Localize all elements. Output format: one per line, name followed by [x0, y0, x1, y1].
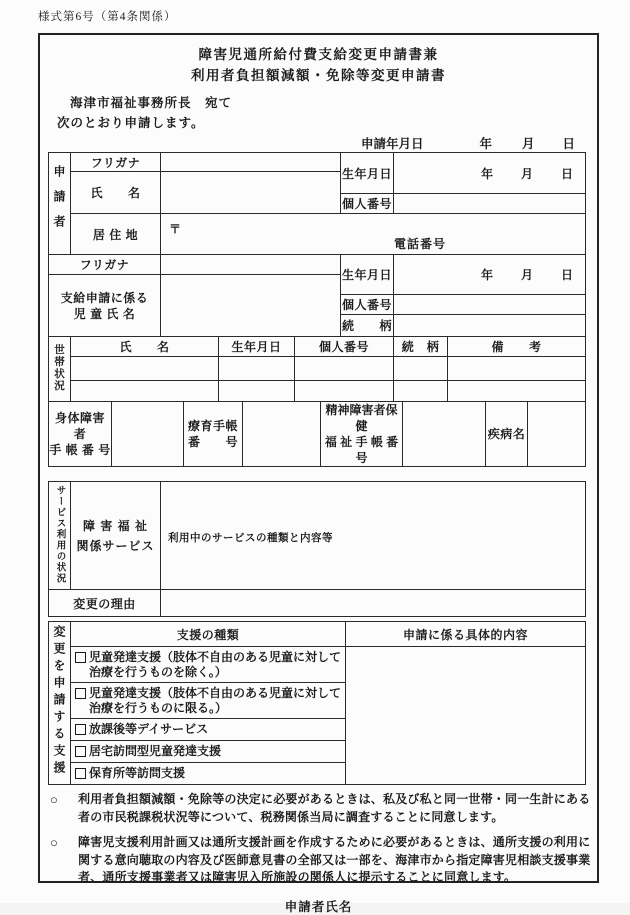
form-title — [40, 44, 597, 86]
household-row1-remarks-field[interactable] — [448, 357, 586, 381]
household-row1-personal-number-field[interactable] — [295, 357, 394, 381]
application-date-label: 申請年月日 — [360, 136, 424, 151]
addressee-line: 海津市福祉事務所長 宛て — [70, 96, 233, 110]
application-date-row[interactable] — [48, 135, 585, 150]
child-birthdate-label: 生年月日 — [341, 255, 394, 295]
day-unit: 日 — [560, 166, 573, 181]
applicant-child-table — [48, 152, 586, 337]
child-name-field[interactable] — [161, 275, 341, 337]
household-row2-birthdate-field[interactable] — [219, 381, 295, 402]
checkbox-nursery-visit-support[interactable] — [75, 768, 86, 779]
household-header-name: 氏 名 — [71, 337, 219, 357]
year-unit: 年 — [480, 268, 493, 282]
declaration-line: 次のとおり申請します。 — [57, 116, 205, 130]
child-birthdate-field[interactable] — [394, 255, 586, 295]
form-title-line2: 利用者負担額減額・免除等変更申請書 — [191, 68, 446, 83]
household-section-label: 世帯状況 — [53, 343, 65, 392]
mental-handbook-label: 精神障害者保健 福 祉 手 帳 番 号 — [321, 402, 403, 467]
child-personal-number-label: 個人番号 — [341, 295, 394, 315]
household-row2-name-field[interactable] — [71, 381, 219, 402]
disease-name-field[interactable] — [528, 402, 586, 467]
child-name-label-line2: 児 童 氏 名 — [73, 306, 136, 321]
form-number: 様式第6号（第4条関係） — [38, 11, 177, 23]
applicant-address-label: 居 住 地 — [71, 214, 161, 255]
consent-paragraph-plan — [50, 834, 597, 887]
applicant-name-field[interactable] — [161, 172, 341, 214]
applicant-section-cell — [49, 153, 71, 255]
household-row1-relationship-field[interactable] — [394, 357, 448, 381]
service-usage-table — [48, 481, 586, 617]
child-furigana-label: フリガナ — [49, 255, 161, 275]
support-option-row — [71, 763, 346, 785]
consent-text: 利用者負担額減額・免除等の決定に必要があるときは、私及び私と同一世帯・同一生計にある者の市民税課税状況等について、税務関係当局に調査することに同意します。 — [78, 792, 591, 824]
applicant-personal-number-label: 個人番号 — [341, 194, 394, 214]
checkbox-home-visit-child-dev-support[interactable] — [75, 746, 86, 757]
form-title-line1: 障害児通所給付費支給変更申請書兼 — [198, 47, 439, 62]
applicant-section-label: 申請者 — [52, 164, 66, 240]
support-option-label: 保育所等訪問支援 — [89, 766, 186, 781]
form-border-box — [38, 33, 599, 914]
applicant-furigana-label: フリガナ — [71, 153, 161, 172]
support-type-header: 支援の種類 — [71, 622, 346, 647]
household-row1-name-field[interactable] — [71, 357, 219, 381]
child-relationship-field[interactable] — [394, 315, 586, 337]
checkbox-afterschool-day-service[interactable] — [75, 724, 86, 735]
support-section-cell — [49, 622, 71, 785]
circle-marker: ○ — [50, 835, 58, 850]
consent-text: 障害児支援利用計画又は通所支援計画を作成するために必要があるときは、通所支援の利用に関する意向聴取の内容及び医師意見書の全部又は一部を、海津市から指定障害児相談支援事業者、通所支援事業者又は障害児入所施設の関係人に提示することに同意します。 — [78, 835, 591, 884]
service-section-cell — [49, 482, 71, 590]
welfare-service-label: 障 害 福 祉 関係サービス — [71, 482, 161, 590]
mental-handbook-field[interactable] — [403, 402, 486, 467]
support-option-row — [71, 719, 346, 741]
physical-handbook-field[interactable] — [112, 402, 184, 467]
applicant-name-label: 氏 名 — [71, 172, 161, 214]
household-row2-relationship-field[interactable] — [394, 381, 448, 402]
household-section-cell — [49, 337, 71, 402]
physical-handbook-label: 身体障害者 手 帳 番 号 — [49, 402, 112, 467]
rehab-handbook-label: 療育手帳 番 号 — [184, 402, 243, 467]
support-option-row — [71, 683, 346, 719]
support-option-label: 児童発達支援（肢体不自由のある児童に対して治療を行うものに限る。） — [89, 686, 342, 715]
support-section-label: 変更を申請する支援 — [52, 625, 66, 778]
applicant-furigana-field[interactable] — [161, 153, 341, 172]
year-unit: 年 — [479, 136, 492, 151]
applicant-signature-label: 申請者氏名 — [284, 899, 353, 914]
month-unit: 月 — [521, 136, 535, 151]
support-detail-field[interactable] — [346, 647, 586, 785]
child-name-label-line1: 支給申請に係る — [60, 290, 149, 305]
household-row2-remarks-field[interactable] — [448, 381, 586, 402]
applicant-birthdate-field[interactable] — [394, 153, 586, 194]
day-unit: 日 — [562, 136, 575, 151]
support-option-label: 放課後等デイサービス — [89, 722, 209, 737]
change-reason-field[interactable] — [161, 590, 586, 617]
year-unit: 年 — [480, 166, 493, 181]
checkbox-child-dev-support-only-treatment[interactable] — [75, 688, 86, 699]
child-personal-number-field[interactable] — [394, 295, 586, 315]
day-unit: 日 — [560, 268, 573, 282]
handbook-table — [48, 401, 586, 467]
household-header-relationship: 続 柄 — [394, 337, 448, 357]
support-option-row — [71, 647, 346, 683]
household-header-personal-number: 個人番号 — [295, 337, 394, 357]
applicant-personal-number-field[interactable] — [394, 194, 586, 214]
support-option-row — [71, 741, 346, 763]
change-reason-label: 変更の理由 — [49, 590, 161, 617]
household-row1-birthdate-field[interactable] — [219, 357, 295, 381]
service-section-label: サービス利用の状況 — [54, 484, 66, 584]
phone-number-label: 電話番号 — [394, 236, 447, 251]
child-relationship-label: 続 柄 — [341, 315, 394, 337]
disease-name-label: 疾病名 — [486, 402, 528, 467]
postal-mark: 〒 — [169, 221, 182, 236]
support-option-label: 居宅訪問型児童発達支援 — [89, 744, 222, 759]
support-detail-header: 申請に係る具体的内容 — [346, 622, 586, 647]
service-usage-field-header: 利用中のサービスの種類と内容等 — [168, 532, 333, 544]
support-option-label: 児童発達支援（肢体不自由のある児童に対して治療を行うものを除く。） — [89, 650, 342, 679]
applicant-address-field[interactable] — [161, 214, 586, 255]
circle-marker: ○ — [50, 792, 58, 807]
month-unit: 月 — [520, 268, 533, 282]
child-name-label — [49, 275, 161, 337]
month-unit: 月 — [520, 166, 533, 181]
child-furigana-field[interactable] — [161, 255, 341, 275]
rehab-handbook-field[interactable] — [243, 402, 321, 467]
service-usage-field[interactable] — [161, 482, 586, 590]
household-table — [48, 336, 586, 402]
applicant-birthdate-label: 生年月日 — [341, 153, 394, 194]
household-header-remarks: 備 考 — [448, 337, 586, 357]
support-table — [48, 621, 586, 785]
household-row2-personal-number-field[interactable] — [295, 381, 394, 402]
checkbox-child-dev-support-excl-treatment[interactable] — [75, 652, 86, 663]
household-header-birthdate: 生年月日 — [219, 337, 295, 357]
consent-paragraph-tax — [50, 791, 597, 826]
